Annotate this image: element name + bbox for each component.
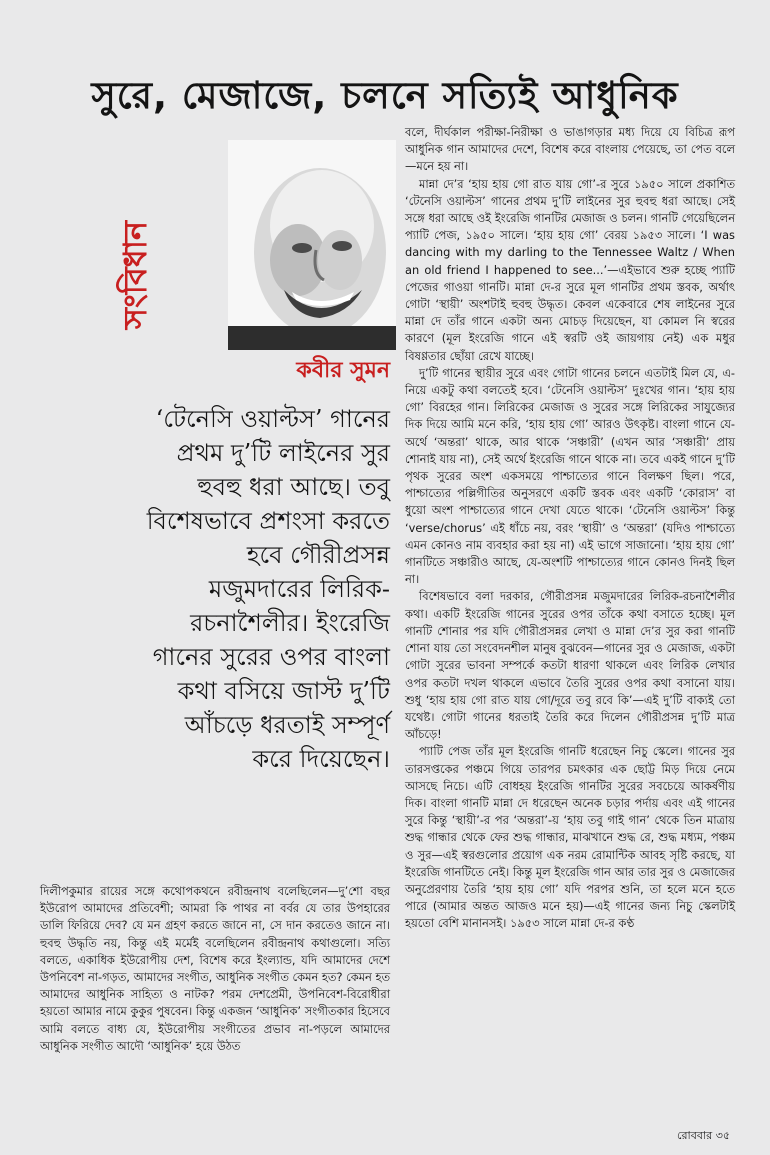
pull-quote-line: ‘টেনেসি ওয়াল্টস’ গানের [155, 405, 390, 433]
author-photo [228, 140, 396, 350]
left-column [40, 883, 390, 1055]
portrait-illustration [228, 140, 396, 350]
body-paragraph: দু’টি গানের স্থায়ীর সুরে এবং গোটা গানের চলনে এতটাই মিল যে, এ-নিয়ে একটু কথা বলতেই হবে। ‘টেনেসি ওয়াল্টস’ দুঃখের গান। ‘হায় হায় গো’ বিরহের গান। লিরিকের মেজাজ ও সুরের সঙ্গে লিরিকের সাযুজ্যের দিক দিয়ে আমি মনে করি, ‘হায় হায় গো’ আরও উৎকৃষ্ট। বাংলা গানে যে-অর্থে ‘অন্তরা’ থাকে, আর থাকে ‘সঞ্চারী’ (এখন আর ‘সঞ্চারী’ প্রায় শোনাই যায় না), সেই অর্থে ইংরেজি গানে থাকে না। তবে একই গানে দু’টি পৃথক সুরের অংশ একসময়ে পাশ্চাত্যের গানে বিলক্ষণ ছিল। পরে, পাশ্চাত্যের পল্লিগীতির অনুসরণে একটি স্তবক এবং একটি ‘কোরাস’ বা ধুয়ো অংশ পাশ্চাত্যের গানে দেখা যেতে থাকে। ‘টেনেসি ওয়াল্টস’ কিন্তু ‘verse/chorus’ এই ধাঁচে নয়, বরং ‘স্থায়ী’ ও ‘অন্তরা’ (যদিও পাশ্চাত্যে এমন কোনও নাম ব্যবহার করা হয় না) এই ভাগে সাজানো। ‘হায় হায় গো’ গানটিতে সঞ্চারীও আছে, যে-অংশটি পাশ্চাত্যের গানে কোনও দিনই ছিল না। [405, 365, 735, 587]
pull-quote-line: গানের সুরের ওপর বাংলা [152, 643, 390, 671]
page-footer: রোববার ৩৫ [677, 1129, 730, 1142]
body-paragraph: বিশেষভাবে বলা দরকার, গৌরীপ্রসন্ন মজুমদারের লিরিক-রচনাশৈলীর কথা। একটি ইংরেজি গানের সুরের ওপর তাঁকে কথা বসাতে হচ্ছে। মূল গানটি শোনার পর যদি গৌরীপ্রসন্নর লেখা ও মান্না দে’র সুর করা গানটি শোনা যায় তো সংবেদনশীল মানুষ বুঝবেন—গানের সুর ও মেজাজ, একটা গোটা সুরের ভাবনা সম্পর্কে কতটা ধারণা থাকলে এবং লিরিক লেখার ওপর কতটা দখল থাকলে এভাবে তৈরি সুরের ওপর কথা বসানো যায়। শুধু ‘হায় হায় গো রাত যায় গো/দূরে তবু রবে কি’—এই দু’টি বাক্যই তো যথেষ্ট। গোটা গানের ধরতাই তৈরি করে দিলেন গৌরীপ্রসন্ন দু’টি মাত্র আঁচড়ে! [405, 589, 735, 742]
byline: কবীর সুমন [296, 358, 390, 383]
headline: সুরে, মেজাজে, চলনে সত্যিই আধুনিক [91, 74, 679, 117]
body-paragraph: দিলীপকুমার রায়ের সঙ্গে কথোপকথনে রবীন্দ্রনাথ বলেছিলেন—দু’শো বছর ইউরোপ আমাদের প্রতিবেশী; আমরা কি পাথর না বর্বর যে তার উপহারের ডালি ফিরিয়ে দেব? যে মন গ্রহণ করতে জানে না, সে দান করতেও জানে না। হুবহু উদ্ধৃতি নয়, কিন্তু এই মর্মেই বলেছিলেন রবীন্দ্রনাথ কথাগুলো। সত্যি বলতে, একাধিক ইউরোপীয় দেশ, বিশেষ করে ইংল্যান্ড, যদি আমাদের দেশে উপনিবেশ না-গড়ত, আমাদের সংগীত, আধুনিক সংগীত কেমন হত? কেমন হত আমাদের আধুনিক সাহিত্য ও নাটক? পরম দেশপ্রেমী, উপনিবেশ-বিরোধীরা হয়তো আমার নামে কুকুর পুষবেন। কিন্তু একজন ‘আধুনিক’ সংগীতকার হিসেবে আমি বলতে বাধ্য যে, ইউরোপীয় সংগীতের প্রভাব না-পড়লে আমাদের আধুনিক সংগীত আদৌ ‘আধুনিক’ হয়ে উঠত [40, 884, 390, 1053]
body-paragraph: মান্না দে’র ‘হায় হায় গো রাত যায় গো’-র সুরে ১৯৫০ সালে প্রকাশিত ‘টেনেসি ওয়াল্টস’ গানের প্রথম দু’টি লাইনের সুর হুবহু ধরা আছে। সেই সঙ্গে ধরা আছে ওই ইংরেজি গানটির মেজাজ ও চলন। গানটি গেয়েছিলেন প্যাটি পেজ, ১৯৫০ সালে। ‘হায় হায় গো’ বেরয় ১৯৫৩ সালে। ‘I was dancing with my darling to the Tennessee Waltz / When an old friend I happened to see...’—এইভাবে শুরু হচ্ছে প্যাটি পেজের গাওয়া গানটি। মান্না দে-র সুরে মূল গানটির প্রথম স্তবক, অর্থাৎ গোটা ‘স্থায়ী’ অংশটাই হুবহু উদ্ধৃত। কেবল একেবারে শেষ লাইনের সুরে মান্না দে তাঁর গানে একটা অন্য মোচড় দিয়েছেন, যা কোমল নি স্বরের কারণে (মূল ইংরেজি গানে এই স্বরটি ওই জায়গায় নেই) এক মধুর বিষণ্ণতার ছোঁয়া রেখে যাচ্ছে। [405, 176, 735, 363]
pull-quote-line: করে দিয়েছেন। [252, 745, 390, 773]
pull-quote-line: হবে গৌরীপ্রসন্ন [246, 541, 390, 569]
pull-quote-line: হুবহু ধরা আছে। তবু [197, 473, 390, 501]
pull-quote-line: মজুমদারের লিরিক- [208, 575, 390, 603]
section-kicker-text: সংবিধান [116, 220, 154, 330]
right-column [405, 124, 735, 933]
pull-quote-line: বিশেষভাবে প্রশংসা করতে [146, 507, 390, 535]
pull-quote-line: কথা বসিয়ে জাস্ট দু’টি [177, 677, 390, 705]
pull-quote-line: রচনাশৈলীর। ইংরেজি [190, 609, 390, 637]
section-kicker [116, 155, 154, 395]
pull-quote-line: প্রথম দু’টি লাইনের সুর [176, 439, 390, 467]
body-paragraph: প্যাটি পেজ তাঁর মূল ইংরেজি গানটি ধরেছেন নিচু স্কেলে। গানের সুর তারসপ্তকের পঞ্চমে গিয়ে তারপর চমৎকার এক ছোট্ট মিড় দিয়ে নেমে আসছে নিচে। এটি বোধহয় ইংরেজি গানটির সুরের সবচেয়ে আকর্ষণীয় দিক। বাংলা গানটি মান্না দে ধরেছেন অনেক চড়ার পর্দায় এবং এই গানের সুরে কিন্তু ‘স্থায়ী’-র পর ‘অন্তরা’-য় ‘হায় তবু গাই গান’ থেকে তিন মাত্রায় শুদ্ধ গান্ধার থেকে ফের শুদ্ধ গান্ধার, মাঝখানে শুদ্ধ রে, শুদ্ধ মধ্যম, পঞ্চম ও সুর—এই স্বরগুলোর প্রয়োগ এক নরম রোমান্টিক আবহ সৃষ্টি করছে, যা ইংরেজি গানটিতে নেই। কিন্তু মূল ইংরেজি গান আর তার সুর ও মেজাজের অনুপ্রেরণায় তৈরি ‘হায় হায় গো’ যদি পরপর শুনি, তা হলে মনে হতে পারে (আমার অন্তত আজও মনে হয়)—এই গানের জন্য নিচু স্কেলটাই হয়তো বেশি মানানসই। ১৯৫৩ সালে মান্না দে-র কণ্ঠ [405, 744, 735, 931]
pull-quote-line: আঁচড়ে ধরতাই সম্পূর্ণ [184, 711, 390, 739]
body-paragraph: বলে, দীর্ঘকাল পরীক্ষা-নিরীক্ষা ও ভাঙাগড়ার মধ্য দিয়ে যে বিচিত্র রূপ আধুনিক গান আমাদের দেশে, বিশেষ করে বাংলায় পেয়েছে, তা পেত বলে—মনে হয় না। [405, 125, 735, 174]
pull-quote [40, 402, 390, 776]
